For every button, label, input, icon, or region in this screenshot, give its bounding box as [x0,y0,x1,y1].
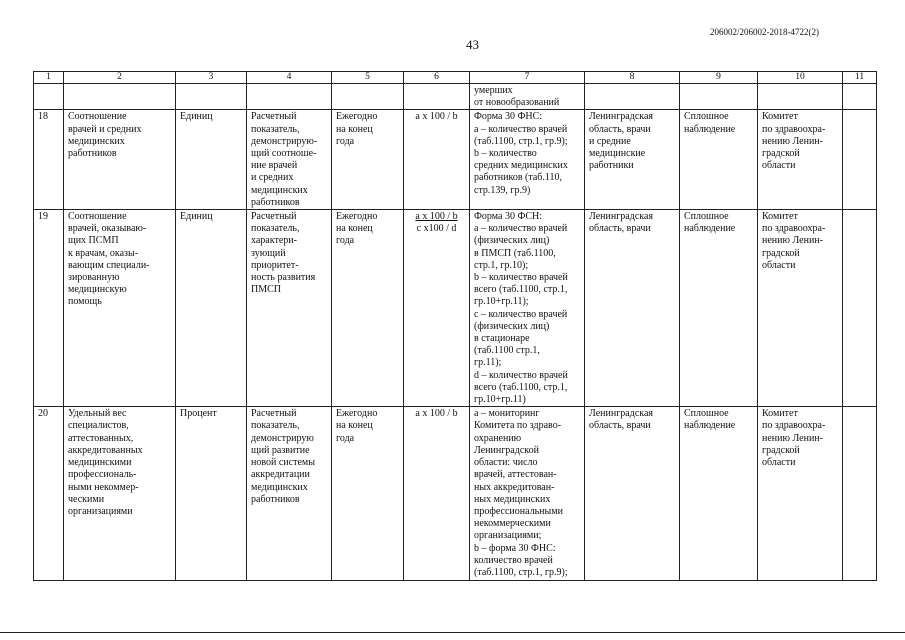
table-row [34,110,877,210]
page-number: 43 [466,37,479,52]
table-cell [585,84,680,110]
indicator-name: Соотношение врачей и средних медицинских работников [64,110,176,210]
description-cell: Расчетный показатель, характери- зующий приоритет- ность развития ПМСП [247,210,332,407]
unit-cell: Процент [176,407,247,581]
column-number: 3 [176,72,247,84]
source-cell: Форма 30 ФСН: а – количество врачей (физических лиц) в ПМСП (таб.1100, стр.1, гр.10); b – количество врачей всего (таб.1100, стр.1, гр.10+гр.11); c – количество врачей (физических лиц) в стационаре (таб.1100 стр.1, гр.11); d – количество врачей всего (таб.1100, стр.1, гр.10+гр.11) [470,210,585,407]
unit-cell: Единиц [176,210,247,407]
responsible-cell: Комитет по здравоохра- нению Ленин- градской области [758,110,843,210]
scope-cell: Ленинградская область, врачи [585,210,680,407]
table-cell [176,84,247,110]
source-cell: умерших от новообразований [470,84,585,110]
method-cell: Сплошное наблюдение [680,407,758,581]
column-number: 4 [247,72,332,84]
indicator-name: Соотношение врачей, оказываю- щих ПСМП к врачам, оказы- вающим специали- зированную медицинскую помощь [64,210,176,407]
continuation-row [34,84,877,110]
table-cell [34,84,64,110]
row-number: 18 [34,110,64,210]
table-cell [843,210,877,407]
period-cell: Ежегодно на конец года [332,210,404,407]
method-cell: Сплошное наблюдение [680,110,758,210]
responsible-cell: Комитет по здравоохра- нению Ленин- градской области [758,210,843,407]
responsible-cell: Комитет по здравоохра- нению Ленин- градской области [758,407,843,581]
table-cell [843,84,877,110]
method-cell: Сплошное наблюдение [680,210,758,407]
column-number: 1 [34,72,64,84]
column-number: 2 [64,72,176,84]
source-cell: а – мониторинг Комитета по здраво- охранению Ленинградской области: число врачей, аттестован- ных аккредитован- ных медицинских профессиональными некоммерческими организациями; b – форма 30 ФНС: количество врачей (таб.1100, стр.1, гр.9); [470,407,585,581]
column-number: 6 [404,72,470,84]
table-cell [843,110,877,210]
table-cell [247,84,332,110]
table-cell [64,84,176,110]
table-cell [332,84,404,110]
formula-a: a x 100 / b [415,111,458,123]
scope-cell: Ленинградская область, врачи и средние медицинские работники [585,110,680,210]
column-number: 11 [843,72,877,84]
row-number: 20 [34,407,64,581]
page-bottom-divider [0,632,905,633]
table-row [34,210,877,407]
indicator-name: Удельный вес специалистов, аттестованных, аккредитованных медицинскими профессиональ- ными некоммер- ческими организациями [64,407,176,581]
formula-cell [404,110,470,210]
formula-cell [404,210,470,407]
scope-cell: Ленинградская область, врачи [585,407,680,581]
unit-cell: Единиц [176,110,247,210]
column-number: 8 [585,72,680,84]
column-number-row [34,72,877,84]
table-cell [680,84,758,110]
column-number: 10 [758,72,843,84]
formula-b: c x100 / d [416,223,457,235]
formula-a: a x 100 / b [415,211,458,223]
description-cell: Расчетный показатель, демонстрирую щий развитие новой системы аккредитации медицинских работников [247,407,332,581]
column-number: 5 [332,72,404,84]
document-id: 206002/206002-2018-4722(2) [710,27,819,37]
column-number: 7 [470,72,585,84]
formula-a: a x 100 / b [415,408,458,420]
table-cell [843,407,877,581]
description-cell: Расчетный показатель, демонстрирую- щий соотноше- ние врачей и средних медицинских работников [247,110,332,210]
table-cell [404,84,470,110]
formula-cell [404,407,470,581]
row-number: 19 [34,210,64,407]
table-row [34,407,877,581]
period-cell: Ежегодно на конец года [332,110,404,210]
period-cell: Ежегодно на конец года [332,407,404,581]
column-number: 9 [680,72,758,84]
source-cell: Форма 30 ФНС: а – количество врачей (таб.1100, стр.1, гр.9); b – количество средних медицинских работников (таб.110, стр.139, гр.9) [470,110,585,210]
table-cell [758,84,843,110]
indicators-table [33,71,877,581]
